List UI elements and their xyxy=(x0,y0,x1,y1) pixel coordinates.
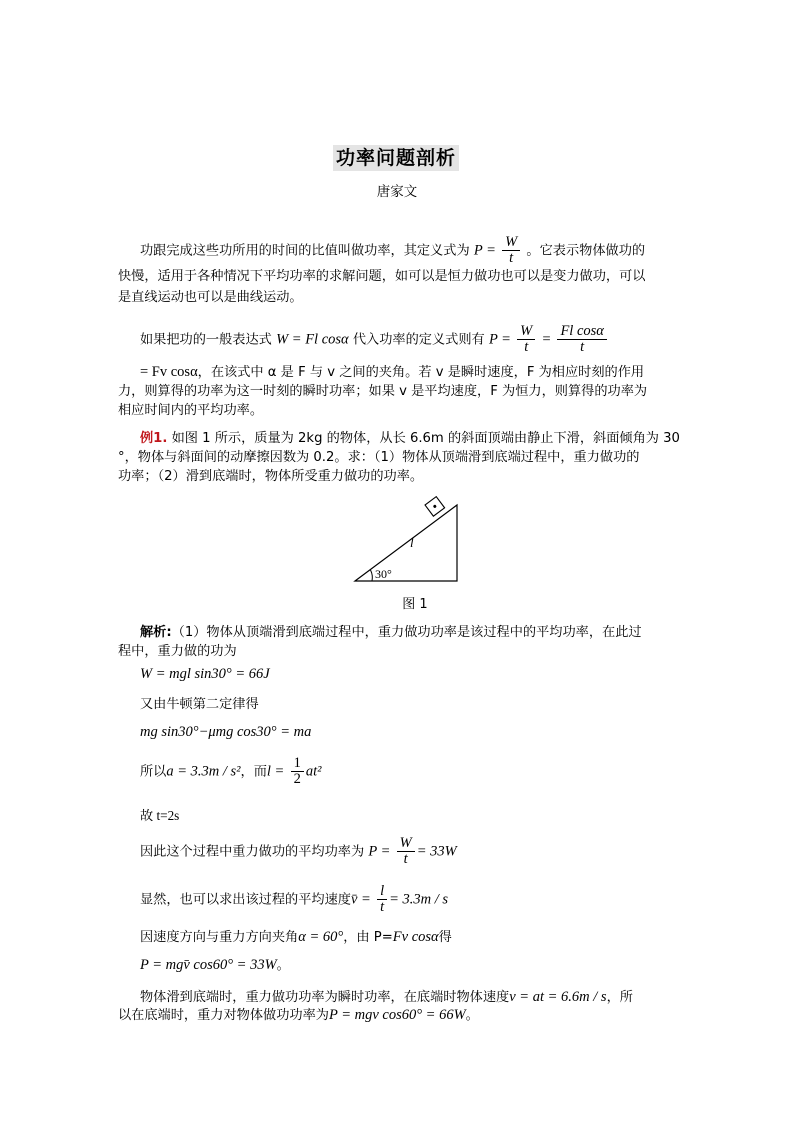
paragraph-line xyxy=(140,324,609,355)
numerator: 1 xyxy=(291,756,304,772)
text: 。 xyxy=(465,1008,479,1023)
formula: P = mgv cos60° = 66W xyxy=(329,1007,466,1023)
denominator: 2 xyxy=(293,771,301,787)
formula: at² xyxy=(305,763,322,780)
paragraph-line xyxy=(118,1005,479,1026)
figure-caption: 图 1 xyxy=(402,597,428,612)
text: 。 xyxy=(276,958,290,973)
paragraph-line: 是直线运动也可以是曲线运动。 xyxy=(118,290,303,305)
text: 得 xyxy=(438,930,452,945)
formula: = 33W xyxy=(416,843,457,860)
example-label: 例1. xyxy=(140,431,168,446)
numerator: Fl cosα xyxy=(557,324,606,340)
paragraph-definition xyxy=(118,230,678,305)
paragraph-line: 功率；（2）滑到底端时，物体所受重力做功的功率。 xyxy=(118,469,424,484)
author: 唐家文 xyxy=(376,184,418,200)
fraction xyxy=(557,324,606,355)
side-label: l xyxy=(410,535,414,550)
paragraph-line xyxy=(140,622,642,643)
text: 。它表示物体做功的 xyxy=(526,243,646,259)
fraction xyxy=(517,324,535,355)
equation-work: W = mgl sin30° = 66J xyxy=(140,666,270,682)
equation-acceleration xyxy=(140,756,321,787)
equation-power-result xyxy=(140,955,290,976)
formula: v = at = 6.6m / s xyxy=(509,989,607,1005)
equation-newton: mg sin30°−μmg cos30° = ma xyxy=(140,724,312,740)
paragraph-line xyxy=(140,362,644,383)
text: 功跟完成这些功所用的时间的比值叫做功率，其定义式为 xyxy=(140,243,470,259)
text: ，由 P= xyxy=(343,930,393,945)
denominator: t xyxy=(403,851,408,867)
text: 如果把功的一般表达式 xyxy=(140,332,272,348)
formula: P = xyxy=(368,843,391,860)
paragraph-line: 相应时间内的平均功率。 xyxy=(118,403,264,418)
paragraph-line: °，物体与斜面间的动摩擦因数为 0.2。求：（1）物体从顶端滑到底端过程中，重力做功的 xyxy=(118,450,640,465)
denominator: t xyxy=(509,250,514,266)
formula: P = xyxy=(473,242,496,259)
time-result: 故 t=2s xyxy=(140,808,180,823)
formula: v̄ = xyxy=(351,891,371,908)
paragraph-line xyxy=(140,428,680,449)
formula: P = mgv̄ cos60° = 33W xyxy=(140,957,277,973)
example-1 xyxy=(118,428,678,488)
text: （1）物体从顶端滑到底端过程中，重力做功功率是该过程中的平均功率，在此过 xyxy=(171,625,642,640)
solution-label: 解析: xyxy=(140,625,172,640)
block xyxy=(425,497,445,517)
formula: = 3.3m / s xyxy=(389,891,449,908)
numerator: W xyxy=(502,235,520,251)
page-title: 功率问题剖析 xyxy=(333,145,459,171)
numerator: W xyxy=(397,836,415,852)
text: 如图 1 所示，质量为 2kg 的物体，从长 6.6m 的斜面顶端由静止下滑，斜面倾角为 30 xyxy=(171,431,680,446)
formula: = xyxy=(541,331,552,348)
paragraph-line xyxy=(140,235,645,266)
denominator: t xyxy=(380,899,385,915)
numerator: l xyxy=(377,884,387,900)
text: 以在底端时，重力对物体做功功率为 xyxy=(118,1008,329,1023)
formula: W = Fl cosα xyxy=(276,331,349,348)
fraction xyxy=(377,884,387,915)
text: 代入功率的定义式则有 xyxy=(352,332,485,348)
equation-average-velocity xyxy=(140,884,448,915)
formula: = Fv cosα xyxy=(140,364,198,380)
text: ，在该式中 α 是 F 与 v 之间的夹角。若 v 是瞬时速度，F 为相应时刻的作用 xyxy=(197,365,645,380)
equation-average-power xyxy=(140,836,457,867)
incline-figure xyxy=(350,495,465,590)
angle-arc xyxy=(371,570,373,581)
paragraph-line: 力，则算得的功率为这一时刻的瞬时功率；如果 v 是平均速度，F 为恒力，则算得的功率为 xyxy=(118,384,648,399)
formula: P = xyxy=(488,331,511,348)
text: 物体滑到底端时，重力做功功率为瞬时功率，在底端时物体速度 xyxy=(140,990,510,1005)
text: 因此这个过程中重力做功的平均功率为 xyxy=(140,844,365,860)
fraction xyxy=(502,235,520,266)
text: ，而 xyxy=(240,764,267,780)
angle-statement xyxy=(140,927,452,948)
paragraph-line: 快慢，适用于各种情况下平均功率的求解问题，如可以是恒力做功也可以是变力做功，可以 xyxy=(118,269,646,284)
formula: α = 60° xyxy=(298,929,344,945)
text: 显然，也可以求出该过程的平均速度 xyxy=(140,892,351,908)
paragraph-explanation xyxy=(118,362,678,422)
fraction xyxy=(291,756,304,787)
paragraph-substitution xyxy=(118,318,678,358)
solution xyxy=(118,622,678,1032)
paragraph-line: 程中，重力做的功为 xyxy=(118,644,237,659)
paragraph-line: 又由牛顿第二定律得 xyxy=(140,697,259,712)
formula: Fv cosα xyxy=(392,929,439,945)
incline-triangle xyxy=(355,505,457,581)
angle-label: 30° xyxy=(375,567,392,581)
fraction xyxy=(397,836,415,867)
text: 因速度方向与重力方向夹角 xyxy=(140,930,299,945)
denominator: t xyxy=(580,339,585,355)
text: ，所 xyxy=(606,990,633,1005)
formula: a = 3.3m / s² xyxy=(166,763,241,780)
numerator: W xyxy=(517,324,535,340)
denominator: t xyxy=(524,339,529,355)
formula: l = xyxy=(266,763,285,780)
text: 所以 xyxy=(140,764,167,780)
